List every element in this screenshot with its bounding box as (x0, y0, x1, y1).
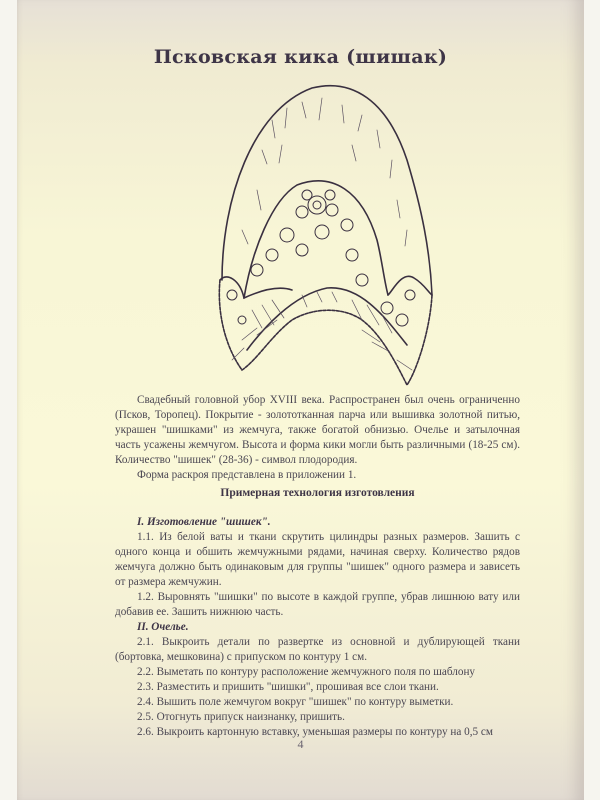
instruction-item: 2.6. Выкроить картонную вставку, уменьшая размеры по контуру на 0,5 см (137, 726, 493, 738)
instruction-item: 2.1. Выкроить детали по развертке из основной и дублирующей ткани (бортовка, мешковина) с припуском по контуру 1 см. (115, 636, 520, 663)
instruction-item: 2.3. Разместить и пришить "шишки", прошивая все слои ткани. (137, 681, 439, 693)
instruction-item: 1.1. Из белой ваты и ткани скрутить цилиндры разных размеров. Зашить с одного конца и обшить жемчужными рядами, начиная сверху. Количество рядов жемчуга должно быть одинаковым для группы "шишек" одного размера и зависеть от размера жемчужин. (115, 531, 520, 588)
instruction-item: 2.4. Вышить поле жемчугом вокруг "шишек" по контуру выметки. (137, 696, 454, 708)
intro-paragraph: Свадебный головной убор XVIII века. Распространен был очень ограниченно (Псков, Торопец). Покрытие - золототканная парча или вышивка золотной питью, украшен "шишками" из жемчуга, также богатой обнизью. Очелье и затылочная часть усажены жемчугом. Высота и форма кики могли быть различными (18-25 см). Количество "шишек" (28-36) - символ плодородия. (115, 394, 520, 466)
kika-headdress-illustration (202, 80, 452, 392)
instructions (115, 515, 520, 740)
instruction-item: 1.2. Выровнять "шишки" по высоте в каждой группе, убрав лишнюю вату или добавив ее. Зашить нижнюю часть. (115, 591, 520, 618)
page-number: 4 (297, 737, 304, 751)
intro-note: Форма раскроя представлена в приложении 1. (137, 469, 357, 481)
document-page (17, 0, 584, 800)
page-title: Псковская кика (шишак) (153, 46, 448, 68)
intro-text (115, 393, 520, 483)
section-title: II. Очелье. (137, 621, 189, 633)
instruction-item: 2.5. Отогнуть припуск наизнанку, пришить. (137, 711, 345, 723)
instruction-item: 2.2. Выметать по контуру расположение жемчужного поля по шаблону (137, 666, 476, 678)
section-title: I. Изготовление "шишек". (137, 516, 271, 528)
section-heading: Примерная технология изготовления (220, 487, 415, 499)
